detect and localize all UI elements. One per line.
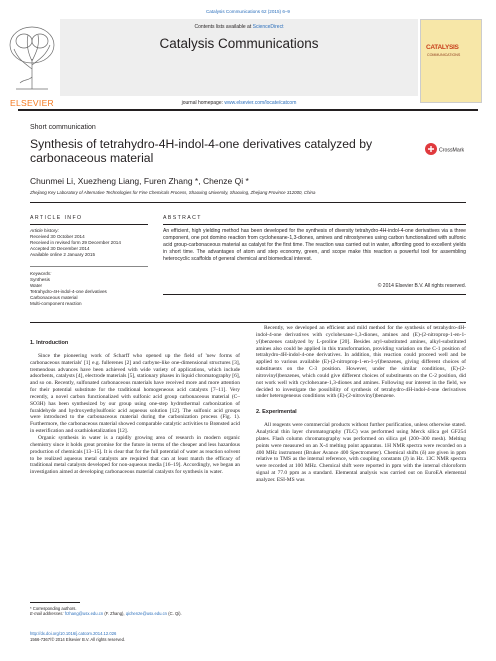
- article-title: Synthesis of tetrahydro-4H-indol-4-one derivatives catalyzed by carbonaceous material: [30, 137, 373, 165]
- history-item: Accepted 30 December 2014: [30, 246, 90, 252]
- keywords: [30, 271, 150, 308]
- homepage-line: [60, 100, 418, 106]
- contents-line: [60, 24, 418, 30]
- front-matter-rule: [30, 322, 466, 323]
- crossmark-label: CrossMark: [439, 147, 465, 154]
- abstract-rule: [163, 224, 466, 225]
- history-item: Received in revised form 29 December 2014: [30, 240, 121, 246]
- introduction-paragraph: Organic synthesis in water is a rapidly growing area of research in modern organic chemistry since it holds great promise for the future in terms of the cheaper and less hazardous production of chemicals [13–15]. It is clear that for the full potential of water as reaction solvent to be realized aqueous metal catalysts are required that can at least match the efficacy of traditional metal catalysts developed for non-aqueous media [16–19]. Accordingly, we began an investigation aimed at developing carbonaceous material catalysts for synthesis in water.: [30, 434, 240, 476]
- introduction-paragraph: Since the pioneering work of Scharff who opened up the field of 'new forms of carbonaceous materials' [1] e.g. fullerenes [2] and carbyne-like one-dimensional structures [3], tremendous advances have been achieved with wide variety of applications, which include adsorbents, catalysts [4], electrode materials [5], stationary phases in liquid chromatography [6], and so on. Recently, sulfonated carbonaceous materials have received more and more attention for their potential substitute for the traditional homogeneous acid catalysts [7–11]. Very recently, a novel carbon functionalized with sulfonic acid group carbonaceous material (C–SO3H) has been synthesized by our group using one-step hydrothermal carbonization of furaldehyde and hydroxyethylsulfonic acid aqueous solution [12]. The sulfonic acid groups were introduced to the carbonaceous material during the carbonization process (Fig. 1). Furthermore, the carbonaceous material showed comparable catalytic activities to Brønsted acid in esterification and oxathioketalization [12].: [30, 352, 240, 435]
- journal-title: Catalysis Communications: [159, 36, 319, 51]
- keyword-item: Synthesis: [30, 277, 50, 283]
- abstract-heading: ABSTRACT: [163, 215, 202, 221]
- issn-line: 1566-7367/© 2014 Elsevier B.V. All rights reserved.: [30, 636, 126, 642]
- keyword-item: Water: [30, 283, 43, 289]
- keywords-label: Keywords:: [30, 271, 52, 276]
- journal-citation: Catalysis Communications 62 (2015) 6–9: [205, 9, 290, 14]
- doi-block: [30, 631, 125, 642]
- keyword-item: Tetrahydro-4H-indol-4-one derivatives: [30, 289, 107, 295]
- journal-header-box: [60, 19, 418, 96]
- cover-title: CATALYSIS: [426, 44, 459, 51]
- journal-cover-image: [420, 19, 482, 103]
- abstract-end-rule: [163, 294, 466, 295]
- corresponding-author-footnote: [30, 606, 240, 617]
- cover-subtitle: COMMUNICATIONS: [427, 53, 461, 57]
- abstract-text: An efficient, high yielding method has been developed for the synthesis of diversity tetrahydro-4H-indol-4-one derivatives via a three component, one pot domino reaction from cyclohexane-1,3-diones, amines and nitrostyrenes using carbon functionalized with sulfonic acid group-carbonaceous material as catalyst for the first time. The reaction was carried out in water, affording good to excellent yields in short time. The advantages of atom and step economy, green, and scope make this reaction a powerful tool for assembling heterocyclic scaffolds of general chemical and biomedical interest.: [163, 228, 466, 262]
- email-line: [30, 611, 240, 616]
- homepage-link[interactable]: www.elsevier.com/locate/catcom: [224, 100, 297, 106]
- author-list: Chunmei Li, Xuezheng Liang, Furen Zhang *, Chenze Qi *: [30, 176, 249, 186]
- keyword-item: Multi-component reaction: [30, 301, 82, 307]
- history-item: Received 30 October 2014: [30, 234, 85, 240]
- introduction-heading: 1. Introduction: [30, 340, 69, 346]
- email-label: E-mail addresses:: [30, 611, 65, 617]
- experimental-paragraph: All reagents were commercial products without further purification, unless otherwise stated. Analytical thin layer chromatography (TLC) was performed using Merck silica gel GF254 plates. Flash column chromatography was performed on silica gel (200–300 mesh). Melting points were measured on an X-4 melting point apparatus. 1H NMR spectra were recorded on a 400 MHz instrument (Bruker Avance 400 Spectrometer). Chemical shifts (δ) are given in ppm relative to TMS as the internal reference, with coupling constants (J) in Hz. 13C NMR spectra were recorded at 100 MHz. Chemical shift were reported in ppm with the internal chloroform signal at 77.0 ppm as a standard. Elemental analysis was carried out on EuroEA elemental analyzer. ESI-MS was: [256, 422, 466, 483]
- crossmark-badge[interactable]: [424, 142, 468, 161]
- article-info-rule: [30, 224, 148, 225]
- introduction-paragraph: Recently, we developed an efficient and mild method for the synthesis of tetrahydro-4H-indol-4-one derivatives with cyclohexane-1,3-diones, amines and (E)-(2-nitroprop-1-en-1-yl)benzenes catalyzed by L-proline [20]. Besides aryl-substituted amines, alkyl-substituted amines also could be applied in this transformation, providing variation on the C-1 position of tetrahydro-4H-indol-4-one derivatives. In addition, this reaction could proceed well and be applied to various available (E)-(2-nitroprop-1-en-1-yl)benzenes, giving different choices of substituents on the C-3 position. However, under the similar conditions, (E)-(2-nitrovinyl)benzenes, which could give different choices of substituents on the C-2 position, did not work well with cyclohexane-1,3-diones and amines. Following our interest in the field, we decided to investigate the possibility of synthesis of tetrahydro-4H-indol-4-one derivatives under heterogeneous conditions with (E)-(2-nitrovinyl)benzene.: [256, 325, 466, 400]
- contents-prefix: Contents lists available at: [194, 24, 253, 30]
- experimental-heading: 2. Experimental: [256, 409, 297, 416]
- article-history: [30, 228, 150, 258]
- history-label: Article history:: [30, 228, 59, 233]
- header-rule: [18, 109, 478, 111]
- abstract-copyright: © 2014 Elsevier B.V. All rights reserved.: [377, 283, 466, 289]
- homepage-prefix: journal homepage:: [181, 100, 225, 106]
- doi-link[interactable]: http://dx.doi.org/10.1016/j.catcom.2014.12.026: [30, 631, 117, 636]
- history-item: Available online 2 January 2015: [30, 252, 96, 258]
- affiliation-rule: [30, 202, 466, 203]
- email-link[interactable]: qichenze@usx.edu.cn: [125, 611, 168, 617]
- sciencedirect-link[interactable]: ScienceDirect: [252, 24, 284, 30]
- publisher-name: ELSEVIER: [10, 98, 54, 108]
- keyword-item: Carbonaceous material: [30, 295, 78, 301]
- body-left-column: [30, 340, 240, 476]
- corresponding-label: * Corresponding authors.: [30, 606, 77, 611]
- author-affiliation: Zhejiang Key Laboratory of Alternative Technologies for Fine Chemicals Process, Shaoxing University, Shaoxing, Zhejiang Province 312000, China: [30, 190, 316, 195]
- article-type: Short communication: [30, 124, 96, 131]
- body-right-column: [256, 325, 466, 484]
- email-suffix: (C. Qi).: [167, 611, 182, 617]
- article-info-heading: ARTICLE INFO: [30, 215, 83, 221]
- email-suffix: (F. Zhang),: [103, 611, 126, 617]
- elsevier-logo: [4, 19, 60, 107]
- email-link[interactable]: frzhang@usx.edu.cn: [64, 611, 104, 617]
